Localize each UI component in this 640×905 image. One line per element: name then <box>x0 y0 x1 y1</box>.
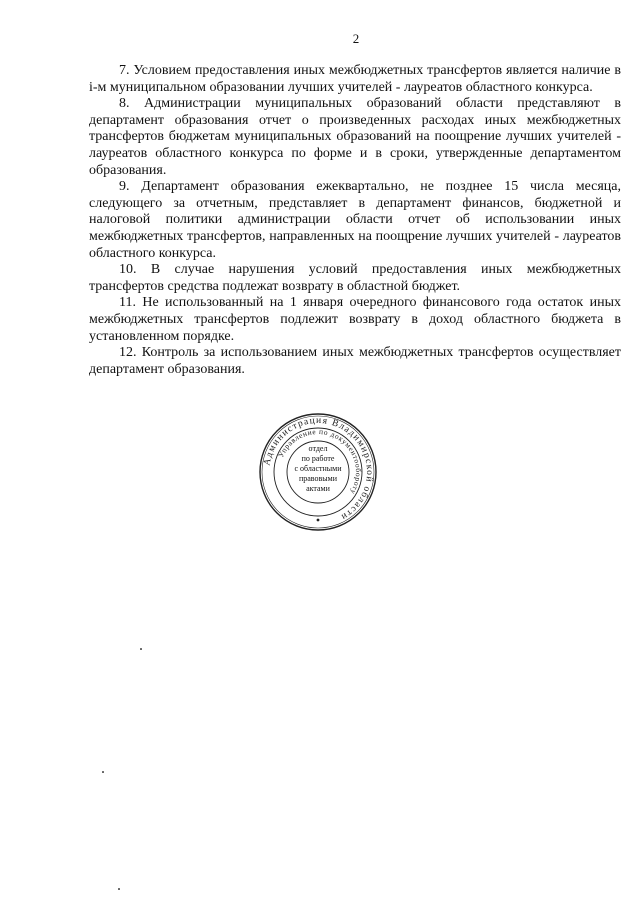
paragraph-7: 7. Условием предоставления иных межбюджетных трансфертов является наличие в i-м муниципальном образовании лучших учителей - лауреатов областного конкурса. <box>89 63 621 95</box>
scan-speck <box>140 648 142 650</box>
official-stamp <box>258 412 378 532</box>
document-body <box>89 63 621 378</box>
scan-speck <box>102 771 104 773</box>
paragraph-8: 8. Администрации муниципальных образований области представляют в департамент образования отчет о произведенных расходах иных межбюджетных трансфертов бюджетам муниципальных образований на поощрение лучших учителей - лауреатов областного конкурса по форме и в сроки, утвержденные департаментом образования. <box>89 96 621 178</box>
stamp-center-text <box>258 444 378 494</box>
stamp-line: с областными <box>294 464 342 473</box>
stamp-line: отдел <box>308 444 328 453</box>
stamp-line: по работе <box>301 454 335 463</box>
paragraph-12: 12. Контроль за использованием иных межбюджетных трансфертов осуществляет департамент образования. <box>89 345 621 377</box>
stamp-outer-text: Администрация Владимирской области <box>262 415 375 523</box>
scan-speck <box>118 888 120 890</box>
stamp-line: актами <box>306 484 330 493</box>
stamp-line: правовыми <box>298 474 338 483</box>
paragraph-10: 10. В случае нарушения условий предоставления иных межбюджетных трансфертов средства подлежат возврату в областной бюджет. <box>89 262 621 294</box>
paragraph-11: 11. Не использованный на 1 января очередного финансового года остаток иных межбюджетных трансфертов подлежит возврату в доход областного бюджета в установленном порядке. <box>89 295 621 344</box>
stamp-inner-text: Управление по документообороту <box>276 426 364 497</box>
paragraph-9: 9. Департамент образования ежеквартально, не позднее 15 числа месяца, следующего за отчетным, представляет в департамент финансов, бюджетной и налоговой политики администрации области отчет об использовании иных межбюджетных трансфертов, направленных на поощрение лучших учителей - лауреатов областного конкурса. <box>89 179 621 261</box>
page-number: 2 <box>352 31 360 46</box>
